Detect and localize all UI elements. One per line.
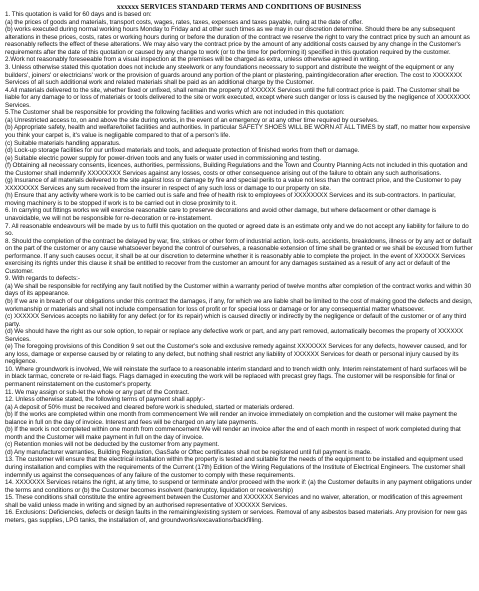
clause: 8. Should the completion of the contract be delayed by war, fire, strikes or other form of industrial action, lock-outs, accidents, breakdowns, illness or by any act or default on the part of the customer or any cause whatsoever beyond the control of ourselves, a reasonable extension of time shall be granted or we shall be excused from further performance. If any such causes occur, it shall be at our discretion to determine whether it is reasonably able to complete the project. In the event of XXXXXX Services exercising its rights under this clause it shall be entitled to recover from the customer an amount for any damages sustained as a result of any act or default of the Customer. [5,237,473,275]
sub-clause: (d) Any manufacturer warranties, Building Regulation, GasSafe or Oftec certificates shall not be registered until full payment is made. [5,448,372,456]
sub-clause: (a) A deposit of 50% must be received and cleared before work is sheduled, started or materials ordered. [5,403,295,411]
sub-clause: (b) If we are in breach of our obligations under this contract the damages, if any, for which we are liable shall be limited to the cost of making good the defects and design, workmanship or materials and shall not include compensation for loss of profit or for special loss or damage or for any consequential matter whatsoever. [5,297,473,313]
sub-clause: (e) Suitable electric power supply for power-driven tools and any fuels or water used in commissioning and testing. [5,154,321,162]
sub-clause: (b) If the work is not completed within one month from commencement We will render an invoice after the end of each month in respect of work completed during that month and the Customer will make payment in full on the day of invoice. [5,426,461,441]
clause: 2.Work not reasonably foreseeable from a visual inspection at the premises will be charged as extra, unless otherwise agreed in writing. [5,56,380,64]
sub-clause: (b) Appropriate safety, health and welfare/toilet facilities and authorities. In particular SAFETY SHOES WILL BE WORN AT ALL TIMES by staff, no matter how expensive you think your carpet is, it's value is negligable compared to that of a person's life. [5,124,471,139]
clause: 13. The customer will ensure that the electrical installation within the property is tested and suitable for the needs of the equipment to be installed and equipment used during installation and complies with the requirements of the Current (17th) Edition of the Wiring Regulations of the Institute of Electrical Engineers. The customer shall indemnify us against the consequences of any failure of the customer to comply with these requirements. [5,456,466,479]
sub-clause: (e) The foregoing provisions of this Condition 9 set out the Customer's sole and exclusive remedy against XXXXXXX Services for any defects, however caused, and for any loss, damage or expense caused by or relating to any defect, but nothing shall restrict any liability of XXXXXX Services for death or personal injury caused by its negligence. [5,343,467,366]
sub-clause: (b) works executed during normal working hours Monday to Friday and at other such times as we may in our discretion determine. Should there be any subsequent alterations in these prices, costs, rates or working hours during or before the duration of the contract we reserve the right to vary the contract price by such an amount as reasonably reflects the effect of these alterations. We may also vary the contract price by the amount of any additional costs caused by any change in the Customer's requirements after the date of this quotation or caused by any change to work (or to the time for performing it) specified in this quotation required by the customer. [5,26,470,56]
clause: 15. These conditions shall constitute the entire agreement between the Customer and XXXXXXX Services and no waiver, alteration, or modification of this agreement shall be valid unless made in writing and signed by an authorised representative of XXXXXX Services. [5,494,463,509]
clause: 11. We may assign or sub-let the whole or any part of the Contract. [5,388,190,396]
sub-clause: (d) We should have the right as our sole option, to repair or replace any defective work or part, and any part removed, automatically becomes the property of XXXXXX Services. [5,328,464,343]
clause: 3. Unless otherwise stated this quotation does not include any steelwork or any foundations necessary to support and distribute the weight of the equipment or any builders', joiners' or electricians' work or the provision of guards around any portion of the plant or plastering, painting/decoration after erection. The cost to XXXXXXX Services of all such additional work and related materials shall be paid as an additional charge by the Customer. [5,64,463,87]
sub-clause: (b) If the works are completed within one month from commencement We will render an invoice immediately on completion and the customer will make payment the balance in full on the day of invoice. Interest and fees will be charged on any late payments. [5,411,458,426]
sub-clause: (f) Obtaining all necessary consents, licences, authorities, permissions, Building Regulations and the Town and Country Planning Acts not included in this quotation and the Customer shall indemnify XXXXXXXX Services against any losses, costs or other consequence arising out of the failure to obtain any such authorisations. [5,162,468,177]
document-title: xxxxxx SERVICES STANDARD TERMS AND CONDITIONS OF BUSINESS [116,2,362,11]
clause: 6. In carrying out fittings works we will exercise reasonable care to preserve decorations and avoid other damage, but where defacement or other damage is unavoidable, we will not be responsible for re-decoration or re-instatement. [5,207,437,222]
sub-clause: (h) Ensure that any activity where work is to be carried out is safe and free of health risk to employees of XXXXXXXX Services and its sub-contractors. In particular, moving machinery is to be stopped if work is to be carried out in close proximity to it. [5,192,456,207]
sub-clause: (a) the prices of goods and materials, transport costs, wages, rates, taxes, expenses and taxes payable, ruling at the date of offer. [5,18,363,26]
clause: 7. All reasonable endeavours will be made by us to fulfil this quotation on the quoted or agreed date is an estimate only and we do not accept any liability for failure to do so. [5,222,469,238]
terms-clauses [5,11,473,524]
clause: 5.The Customer shall be responsible for providing the following facilities and works which are not included in this quotation: [5,109,345,117]
sub-clause: (c) Suitable materials handling apparatus. [5,139,121,147]
sub-clause: (a) We shall be responsible for rectifying any fault notified by the Customer within a warranty period of twelve months after completion of the contract works and within 30 days of its appearance. [5,282,472,298]
clause: 9. With regards to defects:- [5,275,80,283]
clause: 1. This quotation is valid for 60 days and is based on: [5,11,152,19]
sub-clause: (d) Lock-up storage facilities for our unfixed materials and tools, and adequate protection of finished works from theft or damage. [5,147,360,155]
clause: 12. Unless otherwise stated, the following terms of payment shall apply:- [5,396,206,404]
clause: 10. Where groundwork is involved, We will reinstate the surface to a reasonable interim standard and to trench width only. Interim reinstatement of hard surfaces will be in black tarmac, concrete or re-laid flags. Flags damaged in executing the work will be replaced with precast grey flags. The customer will be responsible for final or permanent reinstatement on the customer's property. [5,365,467,388]
sub-clause: (c) Retention monies will not be deducted by the customer from any payment. [5,441,220,449]
clause: 4.All materials delivered to the site, whether fixed or unfixed, shall remain the property of XXXXXX Services until the full contract price is paid. The Customer shall be liable for any damage to or loss of materials or tools delivered to the site or work executed, except where such danger or loss is caused by the negligence of XXXXXXXX Services. [5,86,471,109]
sub-clause: (g) Insurance of all materials delivered to the site against loss or damage by fire and special perils to a value not less than the contract price, and the Customer to pay XXXXXXXX Services any sum received from the insurer in respect of any such loss or damage to our property on site. [5,177,462,192]
clause: 14. XXXXXXX Services retains the right, at any time, to suspend or terminate and/or proceed with the work if: (a) the Customer defaults in any payment obligations under the terms and conditions or (b) the Customer becomes insolvent (bankruptcy, liquidation or receivership) [5,479,473,494]
clause: 16. Exclusions: Deficiencies, defects or design faults in the remaining/existing system or services. Removal of any asbestos based materials. Any provision for new gas meters, gas supplies, LPG tanks, the installation of, and groundworks/excavations/backfilling. [5,509,468,524]
sub-clause: (c) XXXXXX Services accepts no liability for any defect (or for its repair) which is caused directly or indirectly by the negligence or default of the customer or of any third party. [5,313,467,328]
sub-clause: (a) Unrestricted access to, on and above the site during works, in the event of an emergency or at any other time required by ourselves. [5,116,379,124]
